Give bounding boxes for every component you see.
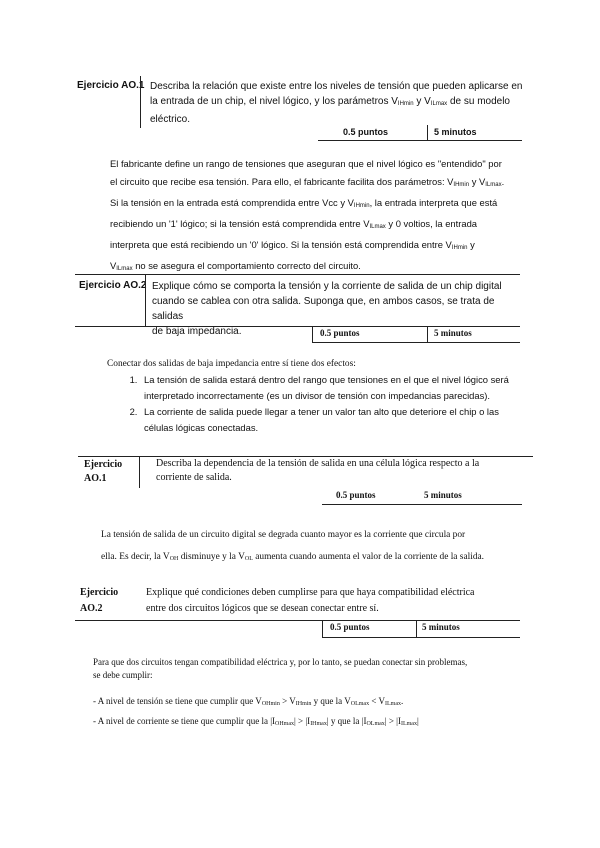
separator-line xyxy=(322,637,520,638)
separator-line xyxy=(75,620,520,621)
list-item: 1. La tensión de salida estará dentro del rango que tensiones en el que el nivel lógico será interpretado incorrectamente (es un divisor de tensión con impedancias parecidas). xyxy=(140,372,530,404)
points-label: 0.5 puntos xyxy=(343,127,389,137)
divider xyxy=(427,326,428,342)
answer-text: Para que dos circuitos tengan compatibilidad eléctrica y, por lo tanto, se puedan conectar sin problemas, se debe cumplir: xyxy=(93,657,468,680)
divider xyxy=(140,76,141,128)
answer-text: La tensión de salida de un circuito digital se degrada cuanto mayor es la corriente que circula por ella. Es decir, la $V_{OH}$ disminuye y la $V_{OL}$ aumenta cuando aumenta el valor de la corriente de la salida. xyxy=(101,530,485,562)
divider xyxy=(139,456,140,488)
exercise-question: Explique qué condiciones deben cumplirse para que haya compatibilidad eléctrica entre dos circuitos lógicos que se desean conectar entre sí. xyxy=(146,587,475,614)
points-label: 0.5 puntos xyxy=(320,328,360,338)
divider xyxy=(416,620,417,637)
separator-line xyxy=(75,274,520,275)
answer-list xyxy=(120,372,530,436)
points-label: 0.5 puntos xyxy=(336,490,376,500)
time-label: 5 minutos xyxy=(434,127,477,137)
divider xyxy=(312,326,313,342)
time-label: 5 minutos xyxy=(434,328,472,338)
separator-line xyxy=(75,326,520,327)
exercise-label: Ejercicio AO.1 xyxy=(77,80,145,91)
answer-text: Conectar dos salidas de baja impedancia entre sí tiene dos efectos: xyxy=(107,359,356,369)
separator-line xyxy=(322,504,522,505)
exercise-label: Ejercicio AO.2 xyxy=(79,280,147,291)
exercise-question: Describa la dependencia de la tensión de salida en una célula lógica respecto a la corriente de salida. xyxy=(156,458,480,483)
points-label: 0.5 puntos xyxy=(330,622,370,632)
divider xyxy=(322,620,323,637)
exercise-question: Explique cómo se comporta la tensión y la corriente de salida de un chip digital cuando se cablea con otra salida. Suponga que, en ambos casos, se trata de salidas de baja impedancia. xyxy=(152,281,502,337)
exercise-label: Ejercicio AO.2 xyxy=(80,587,119,614)
separator-line xyxy=(312,342,520,343)
answer-voltage-condition: - A nivel de tensión se tiene que cumplir que $V_{OHmin} > V_{IHmin}$ y que la $V_{OLmax} < V_{ILmax}$. xyxy=(93,696,404,707)
time-label: 5 minutos xyxy=(424,490,462,500)
list-item: 2. La corriente de salida puede llegar a tener un valor tan alto que deteriore el chip o las células lógicas conectadas. xyxy=(140,404,530,436)
answer-text: El fabricante define un rango de tensiones que aseguran que el nivel lógico es "entendido" por el circuito que recibe esa tensión. Para ello, el fabricante facilita dos parámetros: $V_{IHmin}$ y $V_{ILmax}$. Si la tensión en la entrada está comprendida entre Vcc y $V_{IHmin}$, la entrada interpreta que está recibiendo un '1' lógico; si la tensión está comprendida entre $V_{ILmax}$ y 0 voltios, la entrada interpreta que está recibiendo un '0' lógico. Si la tensión está comprendida entre $V_{IHmin}$ y $V_{ILmax}$ no se asegura el comportamiento correcto del circuito. xyxy=(110,158,505,272)
divider xyxy=(427,125,428,140)
separator-line xyxy=(318,140,522,141)
time-label: 5 minutos xyxy=(422,622,460,632)
exercise-question: Describa la relación que existe entre los niveles de tensión que pueden aplicarse en la entrada de un chip, el nivel lógico, y los parámetros $V_{IHmin}$ y $V_{ILmax}$ de su modelo eléctrico. xyxy=(150,81,523,125)
divider xyxy=(145,274,146,326)
answer-current-condition: - A nivel de corriente se tiene que cumplir que la $|I_{OHmax}| > |I_{IHmax}|$ y que la $|I_{OLmax}| > |I_{ILmax}|$ xyxy=(93,716,419,727)
exercise-label: Ejercicio AO.1 xyxy=(84,459,123,484)
